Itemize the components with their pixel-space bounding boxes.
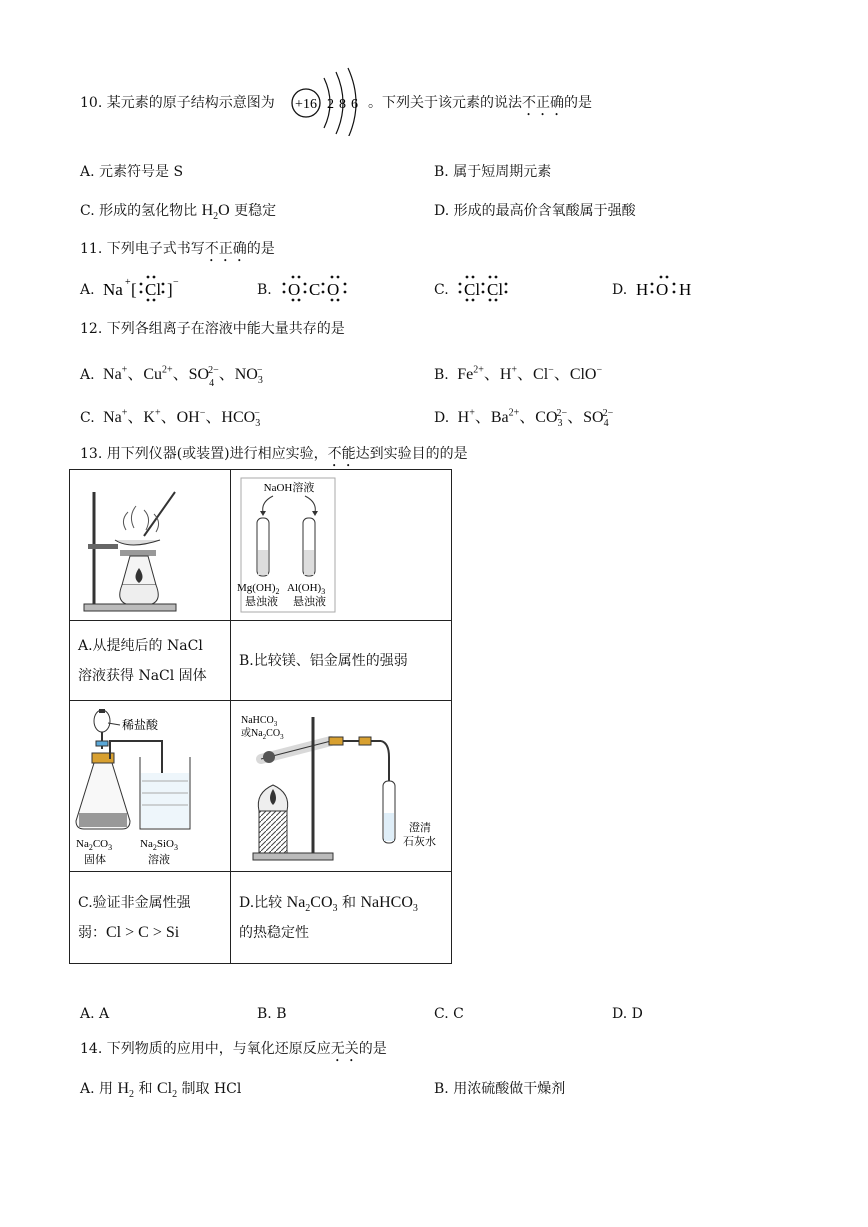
svg-text:O: O [656, 280, 669, 299]
na2co3-alt-label: 或$Na_2CO_3$ [241, 728, 284, 741]
dilute-hcl-label: 稀盐酸 [122, 718, 159, 732]
q14-option-a [80, 1078, 242, 1101]
q13-stem [80, 443, 468, 470]
q14-stem-pre: 14. 下列物质的应用中，与氧化还原反应 [80, 1041, 331, 1057]
q10-option-a: A. 元素符号是 S [80, 164, 184, 180]
q13-stem-post: 达到实验目的的是 [355, 446, 468, 462]
q11-stem-pre: 11. 下列电子式书写 [80, 241, 205, 257]
evaporation-apparatus-figure [70, 470, 230, 620]
nahco3-label: NaHCO$_3$ [241, 715, 278, 728]
q14-option-a-post: 制取 HCl [181, 1081, 242, 1097]
caption-a [70, 621, 231, 701]
water-h: H [201, 202, 214, 219]
nonmetal-order-formula: Cl > C > Si [106, 923, 180, 941]
caption-c [70, 872, 231, 964]
q13-option-b: B. B [257, 1006, 287, 1022]
q10-suffix-b: 的是 [564, 95, 592, 111]
svg-text:[: [ [131, 280, 137, 299]
q13-option-a: A. A [80, 1006, 110, 1022]
caption-b: B.比较镁、铝金属性的强弱 [231, 621, 452, 701]
q11-emphasis: 不正确 [204, 241, 247, 257]
shell-2-electrons: 8 [339, 97, 346, 112]
q14-stem [80, 1038, 387, 1065]
q12-option-d [434, 404, 614, 430]
water-sub: 2 [213, 211, 219, 223]
solution-label: 溶液 [148, 854, 170, 866]
q11-stem [80, 238, 275, 265]
svg-text:+: + [125, 277, 131, 288]
q14-option-a-mid: 和 [138, 1081, 153, 1097]
nucleus-charge: +16 [295, 97, 317, 112]
thermal-stability-apparatus-figure [231, 701, 451, 871]
caption-d [231, 872, 452, 964]
q12-option-c-label: C. [80, 410, 95, 426]
q10-suffix-a: 。下列关于该元素的说法 [368, 95, 522, 111]
svg-text:O: O [288, 280, 301, 299]
caption-a-line1: A.从提纯后的 NaCl [78, 637, 203, 654]
figure-a-cell [70, 470, 231, 621]
q11-option-c-label: C. [434, 282, 449, 298]
aloh-label: $Al(OH)_3$ [287, 582, 326, 596]
limewater-label-1: 澄清 [409, 822, 431, 834]
q10-prefix: 10. 某元素的原子结构示意图为 [80, 95, 275, 111]
test-tubes-figure [231, 470, 451, 620]
caption-c-line1: C.验证非金属性强 [78, 894, 191, 911]
q12-option-d-label: D. [434, 410, 450, 426]
q11-stem-post: 的是 [246, 241, 275, 257]
svg-text:−: − [173, 277, 179, 288]
nahco3-formula: NaHCO$_3$ [360, 893, 418, 914]
q12-option-c-ions: Na+、K+、OH−、$HCO_3^-$ [99, 407, 261, 430]
q10-option-d: D. 形成的最高价含氧酸属于强酸 [434, 203, 636, 219]
q13-emphasis: 不能 [327, 446, 356, 462]
q14-option-b: B. 用浓硫酸做干燥剂 [434, 1081, 566, 1097]
q12-option-d-ions: H+、$Ba^{2+}$、$CO_3^{2-}$、$SO_4^{2-}$ [453, 407, 614, 430]
mg-suspension-label: 悬浊液 [245, 596, 278, 608]
mgoh-label: $Mg(OH)_2$ [237, 582, 280, 596]
q10-stem-tail [368, 92, 592, 119]
caption-d-pre: D.比较 [239, 894, 283, 911]
al-suspension-label: 悬浊液 [293, 596, 326, 608]
q12-option-a-ions: Na+、$Cu^{2+}$、$SO_4^{2-}$、$NO_3^-$ [99, 364, 263, 390]
q10-stem [80, 92, 275, 112]
q14-emphasis: 无关 [330, 1041, 359, 1057]
q11-option-b-formula [278, 270, 358, 304]
q11-option-a-formula [101, 270, 186, 304]
q11-option-a-label: A. [80, 282, 95, 298]
atom-structure-diagram [288, 66, 368, 136]
limewater-label-2: 石灰水 [403, 836, 436, 848]
caption-c-line2: 弱： [78, 924, 106, 941]
water-formula [201, 202, 230, 223]
shell-1-electrons: 2 [327, 97, 334, 112]
q13-option-d: D. D [612, 1006, 643, 1022]
caption-d-and: 和 [341, 894, 356, 911]
solid-label: 固体 [84, 854, 106, 866]
q12-stem: 12. 下列各组离子在溶液中能大量共存的是 [80, 321, 345, 337]
q14-stem-post: 的是 [358, 1041, 387, 1057]
na2co3-formula: $Na_2CO_3$ [286, 893, 338, 914]
q12-option-a-label: A. [80, 367, 95, 383]
caption-d-line2: 的热稳定性 [239, 924, 309, 941]
figure-c-cell [70, 701, 231, 872]
q12-option-c [80, 404, 261, 430]
water-o: O [218, 202, 230, 219]
q10-option-c [80, 200, 277, 223]
q10-emphasis: 不正确 [522, 95, 564, 111]
svg-text:C: C [309, 280, 321, 299]
svg-text:Na: Na [103, 280, 123, 299]
svg-text:Cl: Cl [145, 280, 162, 299]
caption-a-line2: 溶液获得 NaCl 固体 [78, 667, 207, 684]
figure-b-cell [231, 470, 452, 621]
q11-option-d-label: D. [612, 282, 628, 298]
q11-option-d-formula [634, 270, 704, 304]
q12-option-b [434, 361, 602, 384]
q12-option-b-ions: $Fe^{2+}$、H+、Cl−、ClO− [453, 364, 603, 383]
q10-option-c-pre: C. 形成的氢化物比 [80, 203, 198, 219]
na2sio3-label: $Na_2SiO_3$ [140, 838, 178, 852]
q10-option-c-post: 更稳定 [234, 203, 277, 219]
h2-formula: $H_2$ [117, 1080, 135, 1101]
svg-text:O: O [327, 280, 340, 299]
q12-option-a [80, 361, 263, 390]
figure-d-cell [231, 701, 452, 872]
na2co3-label: $Na_2CO_3$ [76, 838, 113, 852]
svg-text:Cl: Cl [487, 280, 504, 299]
q13-stem-pre: 13. 用下列仪器(或装置)进行相应实验， [80, 446, 328, 462]
svg-text:Cl: Cl [464, 280, 481, 299]
experiment-table [69, 469, 452, 964]
q11-option-c-formula [456, 270, 526, 304]
svg-text:H: H [679, 280, 692, 299]
q11-option-b-label: B. [257, 282, 272, 298]
svg-text:H: H [636, 280, 649, 299]
q12-option-b-label: B. [434, 367, 449, 383]
svg-text:]: ] [167, 280, 173, 299]
acid-strength-apparatus-figure [70, 701, 230, 871]
naoh-label: NaOH溶液 [263, 482, 315, 494]
cl2-formula: $Cl_2$ [156, 1080, 178, 1101]
q10-option-b: B. 属于短周期元素 [434, 164, 552, 180]
shell-3-electrons: 6 [351, 97, 358, 112]
q13-option-c: C. C [434, 1006, 464, 1022]
q14-option-a-pre: A. 用 [80, 1081, 114, 1097]
